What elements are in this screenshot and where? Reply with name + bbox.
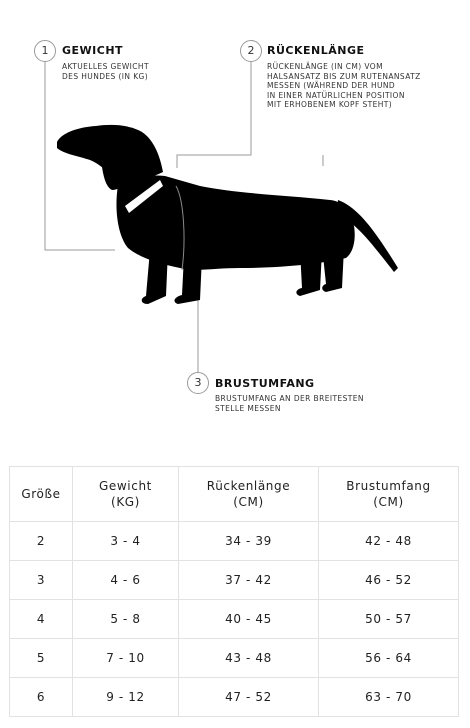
annotation-chest-title: BRUSTUMFANG	[215, 377, 315, 390]
header-back-length: Rückenlänge (CM)	[179, 467, 319, 522]
table-row	[10, 600, 459, 639]
cell-size: 6	[10, 678, 73, 717]
cell-chest: 42 - 48	[319, 522, 459, 561]
header-chest: Brustumfang (CM)	[319, 467, 459, 522]
table-row	[10, 561, 459, 600]
cell-chest: 56 - 64	[319, 639, 459, 678]
cell-size: 5	[10, 639, 73, 678]
cell-weight: 3 - 4	[73, 522, 179, 561]
cell-back-length: 37 - 42	[179, 561, 319, 600]
table-header-row	[10, 467, 459, 522]
marker-2: 2	[240, 40, 262, 62]
cell-chest: 46 - 52	[319, 561, 459, 600]
cell-size: 2	[10, 522, 73, 561]
size-table	[9, 466, 459, 717]
cell-back-length: 43 - 48	[179, 639, 319, 678]
cell-size: 4	[10, 600, 73, 639]
table-row	[10, 522, 459, 561]
cell-weight: 9 - 12	[73, 678, 179, 717]
cell-back-length: 40 - 45	[179, 600, 319, 639]
table-row	[10, 639, 459, 678]
annotation-weight-desc: AKTUELLES GEWICHT DES HUNDES (IN KG)	[62, 62, 149, 81]
annotation-weight-title: GEWICHT	[62, 44, 124, 57]
header-weight: Gewicht (KG)	[73, 467, 179, 522]
cell-size: 3	[10, 561, 73, 600]
dog-silhouette	[57, 125, 398, 304]
header-size: Größe	[10, 467, 73, 522]
cell-weight: 7 - 10	[73, 639, 179, 678]
cell-chest: 50 - 57	[319, 600, 459, 639]
marker-1: 1	[34, 40, 56, 62]
annotation-back-length-title: RÜCKENLÄNGE	[267, 44, 365, 57]
table-row	[10, 678, 459, 717]
cell-chest: 63 - 70	[319, 678, 459, 717]
annotation-back-length-desc: RÜCKENLÄNGE (IN CM) VOM HALSANSATZ BIS ZUM RUTENANSATZ MESSEN (WÄHREND DER HUND IN EINER NATÜRLICHEN POSITION MIT ERHOBENEM KOPF STEHT)	[267, 62, 421, 109]
cell-back-length: 47 - 52	[179, 678, 319, 717]
cell-back-length: 34 - 39	[179, 522, 319, 561]
annotation-chest-desc: BRUSTUMFANG AN DER BREITESTEN STELLE MESSEN	[215, 394, 364, 413]
cell-weight: 5 - 8	[73, 600, 179, 639]
cell-weight: 4 - 6	[73, 561, 179, 600]
marker-3: 3	[187, 372, 209, 394]
